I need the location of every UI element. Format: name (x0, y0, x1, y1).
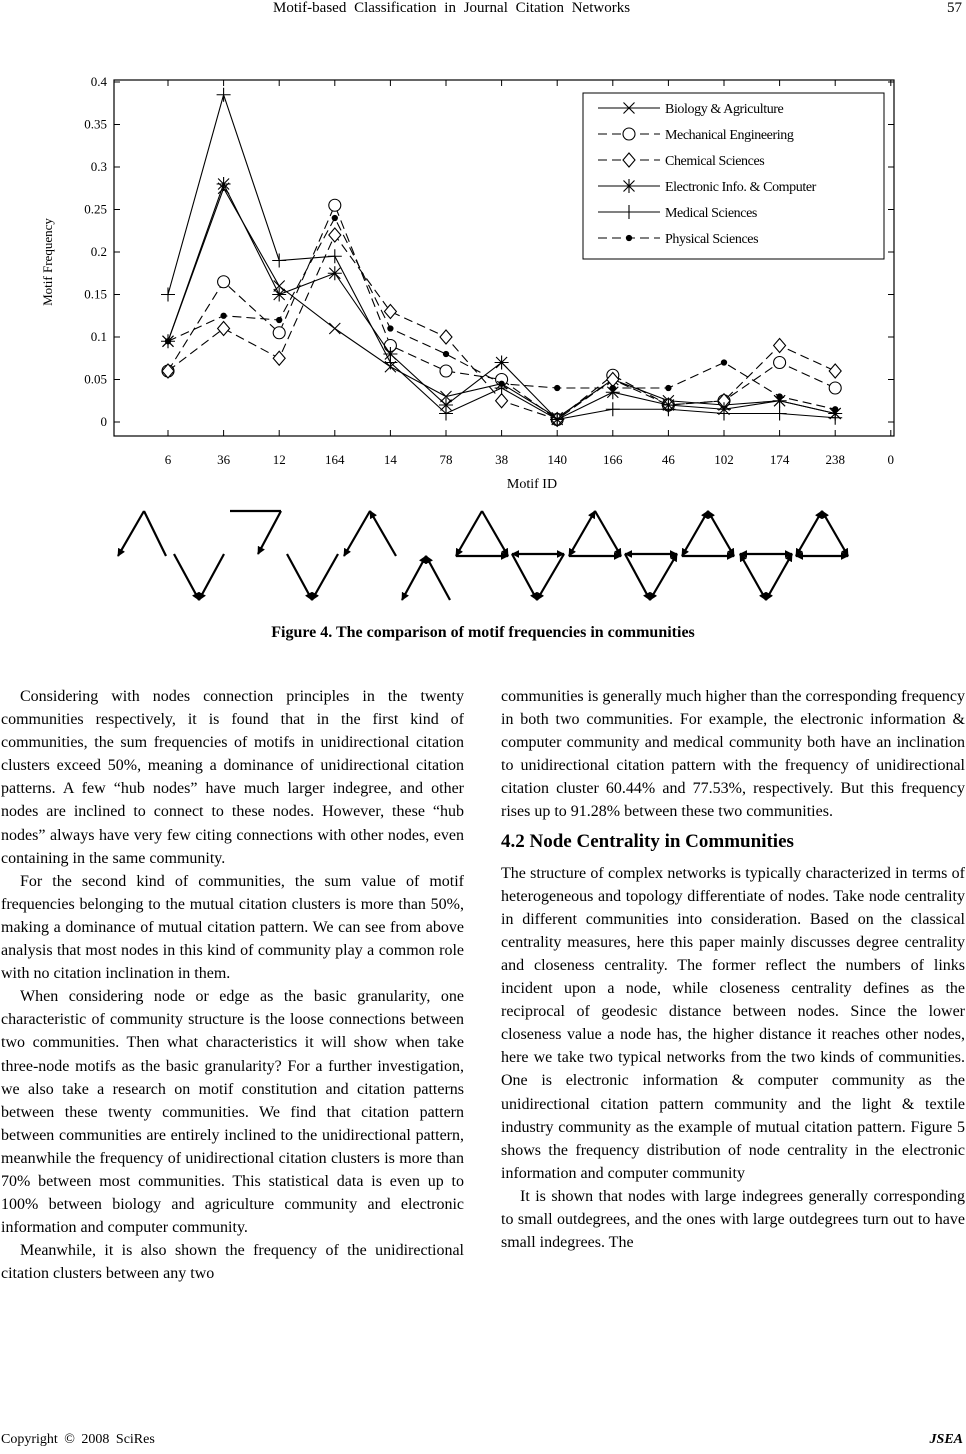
legend-label: Mechanical Engineering (665, 128, 794, 143)
x-tick-label: 36 (217, 452, 231, 467)
legend-label: Electronic Info. & Computer (665, 180, 816, 195)
data-point (829, 382, 841, 394)
y-tick-label: 0.3 (90, 159, 107, 174)
data-point (666, 385, 671, 390)
x-tick-label: 46 (661, 452, 675, 467)
data-point (217, 177, 231, 191)
motif-edge (482, 511, 508, 556)
x-tick-label: 102 (714, 452, 734, 467)
motif-edge (144, 511, 166, 556)
x-tick-label: 174 (769, 452, 790, 467)
data-point (774, 357, 786, 369)
x-axis-label: Motif ID (506, 477, 558, 492)
page-number: 57 (947, 0, 962, 16)
x-tick-label: 238 (825, 452, 845, 467)
y-tick-label: 0.05 (84, 371, 107, 387)
motif-diagram (402, 556, 450, 600)
data-point (328, 266, 342, 280)
body-paragraph: For the second kind of communities, the sum value of motif frequencies belonging to the mutual citation clusters is more than 50%, making a dominance of mutual citation pattern. We can see from above analysis that most nodes in this kind of community play a common role with no citation inclination in them. (1, 872, 464, 983)
data-point (329, 199, 341, 211)
chart-legend (583, 93, 884, 259)
body-paragraph: The structure of complex networks is typically characterized in terms of heterogeneous and topology differentiate of nodes. Take node centrality in different communities into consideration. Based on the classical centrality measures, here this paper mainly discusses degree centrality and closeness centrality. The former reflect the numbers of links incident upon a node, while closeness centrality defines as the reciprocal of geodesic distance between nodes. Since the lower closeness value a node has, the higher distance it reaches other nodes, here we take two typical networks from the two kinds of communities. One is electronic information & computer community as the unidirectional citation pattern community and the light & textile industry community as the example of mutual citation pattern. Figure 5 shows the frequency distribution of node centrality in the electronic information and computer community (501, 864, 965, 1182)
data-point (499, 381, 504, 386)
motif-edge (650, 554, 677, 600)
data-point (277, 317, 282, 322)
legend-label: Chemical Sciences (665, 154, 765, 169)
data-point (774, 339, 786, 353)
body-paragraph: communities is generally much higher than the corresponding frequency in both two communities. For example, the electronic information & computer community and medical community both have an inclination to unidirectional citation pattern with the frequency of unidirectional citation cluster 60.44% and 77.53%, respectively. But this frequency rises up to 91.28% between these two communities. (501, 688, 965, 821)
y-tick-label: 0 (100, 414, 107, 429)
motif-diagram (740, 554, 792, 600)
motif-edge (370, 511, 396, 556)
data-point (440, 330, 452, 344)
legend-label: Biology & Agriculture (665, 102, 784, 117)
data-point (272, 254, 286, 268)
legend-label: Medical Sciences (665, 206, 757, 221)
data-point (329, 323, 340, 334)
x-tick-label: 38 (495, 452, 509, 467)
running-header (0, 0, 966, 22)
motif-edge (569, 511, 595, 556)
data-point (161, 288, 175, 302)
motif-diagram (174, 554, 224, 600)
data-point (217, 88, 231, 102)
body-paragraph: Meanwhile, it is also shown the frequency of the unidirectional citation clusters between any two (1, 1242, 464, 1283)
legend-marker (622, 179, 636, 193)
data-point (273, 327, 285, 339)
data-point (773, 407, 787, 421)
motif-diagram (230, 511, 281, 554)
motif-edge (287, 554, 312, 600)
data-point (610, 385, 615, 390)
copyright-notice: Copyright © 2008 SciRes (1, 1432, 155, 1447)
motif-diagram (118, 511, 166, 556)
motif-edge (512, 554, 537, 600)
x-tick-label: 0 (887, 452, 895, 467)
x-tick-label: 12 (272, 452, 286, 467)
motif-frequency-figure (0, 60, 966, 620)
running-title: Motif-based Classification in Journal Citation Networks (273, 0, 631, 16)
x-tick-label: 166 (603, 452, 623, 467)
motif-edge (402, 556, 426, 600)
motif-edge (118, 511, 144, 556)
y-tick-label: 0.15 (84, 286, 107, 302)
motif-edge (595, 511, 621, 556)
journal-abbreviation: JSEA (929, 1432, 963, 1447)
motif-diagram (456, 511, 508, 556)
figure-caption: Figure 4. The comparison of motif frequencies in communities (271, 624, 695, 641)
motif-diagram (569, 511, 621, 556)
motif-edge (258, 511, 281, 554)
data-point (555, 385, 560, 390)
motif-edge (682, 511, 708, 556)
x-tick-label: 14 (383, 452, 397, 467)
motif-diagram (625, 554, 677, 600)
data-point (495, 356, 509, 370)
motif-edge (537, 554, 564, 600)
y-tick-label: 0.25 (84, 201, 107, 217)
motif-diagram (796, 511, 848, 556)
y-axis-label: Motif Frequency (40, 218, 55, 306)
motif-edge (822, 511, 848, 556)
body-paragraph: Considering with nodes connection principles in the twenty communities respectively, it is found that in the first kind of communities, the sum frequencies of motifs in unidirectional citation clusters exceed 50%, meaning a dominance of unidirectional citation patterns. A few “hub nodes” have much larger indegree, and other nodes are inclined to connect to these nodes. However, these “hub nodes” always have very few citing connections with other nodes, even containing in the same community. (1, 688, 464, 867)
motif-edge (426, 556, 450, 600)
data-point (833, 407, 838, 412)
motif-diagram (512, 554, 564, 600)
section-heading: 4.2 Node Centrality in Communities (501, 830, 794, 852)
y-tick-label: 0.35 (84, 116, 107, 132)
motif-edge (174, 554, 199, 600)
motif-diagram (287, 554, 338, 600)
y-tick-label: 0.2 (90, 244, 107, 259)
motif-diagrams (118, 511, 848, 600)
data-point (273, 351, 285, 365)
data-point (218, 322, 230, 336)
motif-edge (796, 511, 822, 556)
data-point (777, 394, 782, 399)
body-paragraph: It is shown that nodes with large indegrees generally corresponding to small outdegrees, and the ones with large outdegrees turn out to have small indegrees. The (501, 1187, 965, 1252)
x-tick-label: 140 (547, 452, 567, 467)
motif-edge (766, 554, 792, 600)
right-column (501, 685, 965, 1254)
motif-edge (708, 511, 734, 556)
data-point (332, 215, 337, 220)
left-column (1, 685, 464, 1285)
motif-diagram (344, 511, 396, 556)
legend-marker (623, 128, 635, 140)
data-point (496, 394, 508, 408)
data-point (606, 402, 620, 416)
motif-edge (456, 511, 482, 556)
y-tick-label: 0.1 (90, 329, 107, 344)
legend-label: Physical Sciences (665, 232, 759, 247)
motif-edge (740, 554, 766, 600)
body-paragraph: When considering node or edge as the basic granularity, one characteristic of community structure is the loose connections between two communities. Then what characteristics it will show when take three-node motifs as the basic granularity? For a further investigation, we also take a research on motif constitution and citation patterns between these twenty communities. We find that citation pattern between communities are entirely inclined to the unidirectional pattern, meanwhile the frequency of unidirectional citation clusters is more than 70% between most communities. This statistical data is even up to 100% between biology and agriculture community and electronic information and computer community. (1, 988, 464, 1237)
data-point (328, 249, 342, 263)
motif-edge (344, 511, 370, 556)
data-point (443, 351, 448, 356)
data-point (829, 364, 841, 378)
y-tick-label: 0.4 (90, 74, 107, 89)
data-point (272, 288, 286, 302)
x-tick-label: 164 (325, 452, 345, 467)
motif-edge (312, 554, 338, 600)
x-tick-label: 78 (439, 452, 453, 467)
motif-diagram (682, 511, 734, 556)
data-point (221, 313, 226, 318)
data-point (165, 339, 170, 344)
data-point (388, 326, 393, 331)
motif-edge (625, 554, 650, 600)
data-point (440, 365, 452, 377)
data-point (721, 360, 726, 365)
legend-marker (626, 235, 631, 240)
x-tick-label: 6 (164, 452, 172, 467)
data-point (218, 276, 230, 288)
motif-edge (199, 554, 224, 600)
